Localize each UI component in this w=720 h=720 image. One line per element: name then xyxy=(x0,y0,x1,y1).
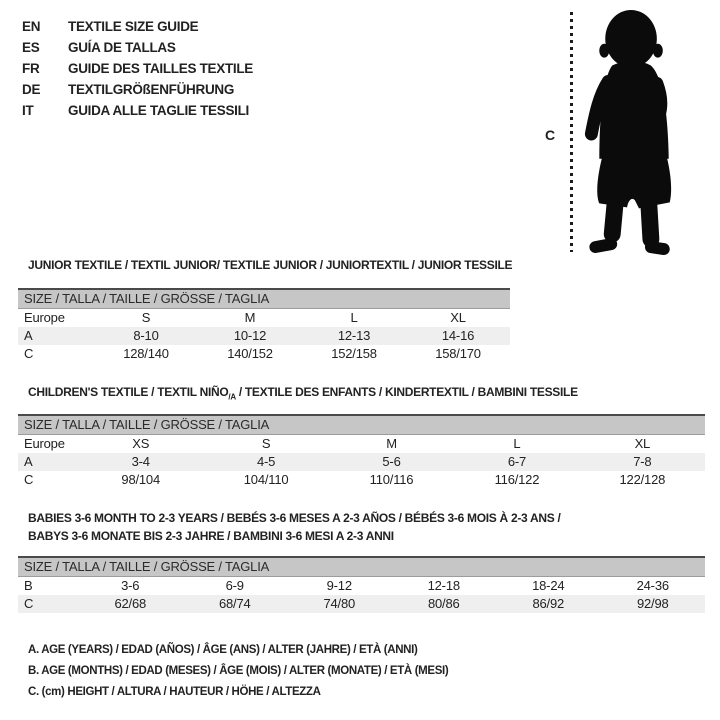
legend-notes xyxy=(28,640,448,703)
size-cell: 24-36 xyxy=(636,578,669,593)
size-cell: 110/116 xyxy=(369,472,414,487)
section-title-line: BABYS 3-6 MONATE BIS 2-3 JAHRE / BAMBINI 3-6 MESI A 2-3 ANNI xyxy=(28,529,394,543)
size-header-bar: SIZE / TALLA / TAILLE / GRÖSSE / TAGLIA xyxy=(18,556,705,577)
children-size-table xyxy=(18,414,705,489)
language-title: GUIDE DES TAILLES TEXTILE xyxy=(68,61,254,76)
size-cell: 140/152 xyxy=(227,346,273,361)
babies-size-table xyxy=(18,556,705,613)
size-cell: 12-13 xyxy=(337,328,371,343)
size-cell: 7-8 xyxy=(633,454,652,469)
row-label: Europe xyxy=(24,436,65,451)
size-header-bar: SIZE / TALLA / TAILLE / GRÖSSE / TAGLIA xyxy=(18,414,705,435)
section-title-text: / TEXTILE DES ENFANTS / KINDERTEXTIL / BAMBINI TESSILE xyxy=(235,385,578,399)
size-cell: 104/110 xyxy=(243,472,289,487)
table-body xyxy=(18,435,705,489)
height-measure-label: C xyxy=(545,127,556,143)
size-cell: 68/74 xyxy=(218,596,251,611)
note-age-years: A. AGE (YEARS) / EDAD (AÑOS) / ÂGE (ANS) / ALTER (JAHRE) / ETÀ (ANNI) xyxy=(28,644,418,656)
size-cell: 80/86 xyxy=(427,596,460,611)
size-cell: 4-5 xyxy=(257,454,276,469)
size-cell: 8-10 xyxy=(133,328,159,343)
language-row xyxy=(22,58,253,79)
language-row xyxy=(22,16,253,37)
language-code: EN xyxy=(22,19,41,34)
section-title-text: CHILDREN'S TEXTILE / TEXTIL NIÑO xyxy=(28,385,229,399)
size-cell: S xyxy=(141,310,151,325)
language-row xyxy=(22,37,253,58)
size-cell: 9-12 xyxy=(326,578,352,593)
language-row xyxy=(22,100,253,121)
size-cell: 14-16 xyxy=(441,328,475,343)
height-measure-dotted-line xyxy=(570,12,573,252)
section-title-children xyxy=(28,384,578,405)
size-cell: 6-7 xyxy=(507,454,527,469)
size-cell: S xyxy=(261,436,271,451)
language-code: FR xyxy=(22,61,40,76)
language-title-block xyxy=(22,16,253,121)
row-label: C xyxy=(24,596,34,611)
junior-size-table xyxy=(18,288,510,363)
size-cell: 62/68 xyxy=(114,596,147,611)
table-row-height-cm xyxy=(18,345,510,363)
section-title-junior: JUNIOR TEXTILE / TEXTIL JUNIOR/ TEXTILE JUNIOR / JUNIORTEXTIL / JUNIOR TESSILE xyxy=(28,258,513,272)
size-cell: 86/92 xyxy=(532,596,565,611)
size-cell: 5-6 xyxy=(382,454,401,469)
language-title: TEXTILE SIZE GUIDE xyxy=(68,19,199,34)
size-cell: 3-6 xyxy=(121,578,140,593)
toddler-silhouette xyxy=(582,8,692,256)
row-label: A xyxy=(24,454,33,469)
size-cell: XL xyxy=(450,310,466,325)
table-row-age-months xyxy=(18,577,705,595)
size-cell: 98/104 xyxy=(121,472,160,487)
row-label: C xyxy=(24,472,34,487)
language-code: ES xyxy=(22,40,40,55)
table-row-height-cm xyxy=(18,595,705,613)
size-cell: 92/98 xyxy=(636,596,669,611)
language-code: DE xyxy=(22,82,41,97)
size-cell: 158/170 xyxy=(435,346,481,361)
size-cell: 116/122 xyxy=(494,472,540,487)
language-title: GUÍA DE TALLAS xyxy=(68,40,176,55)
table-body xyxy=(18,577,705,613)
size-cell: 128/140 xyxy=(123,346,169,361)
note-height-cm: C. (cm) HEIGHT / ALTURA / HAUTEUR / HÖHE / ALTEZZA xyxy=(28,686,321,698)
section-title-babies xyxy=(28,509,560,545)
size-cell: 10-12 xyxy=(233,328,267,343)
language-code: IT xyxy=(22,103,34,118)
size-cell: 3-4 xyxy=(131,454,150,469)
row-label: C xyxy=(24,346,34,361)
gender-suffix: /A xyxy=(228,392,236,402)
size-cell: M xyxy=(386,436,397,451)
table-row-age-years xyxy=(18,327,510,345)
language-title: TEXTILGRÖßENFÜHRUNG xyxy=(68,82,235,97)
table-body xyxy=(18,309,510,363)
table-row-height-cm xyxy=(18,471,705,489)
note-age-months: B. AGE (MONTHS) / EDAD (MESES) / ÂGE (MOIS) / ALTER (MONATE) / ETÀ (MESI) xyxy=(28,665,449,677)
size-cell: M xyxy=(244,310,256,325)
row-label: A xyxy=(24,328,33,343)
language-title: GUIDA ALLE TAGLIE TESSILI xyxy=(68,103,249,118)
size-cell: 6-9 xyxy=(225,578,244,593)
size-cell: XS xyxy=(132,436,150,451)
size-cell: 12-18 xyxy=(427,578,460,593)
size-header-bar: SIZE / TALLA / TAILLE / GRÖSSE / TAGLIA xyxy=(18,288,510,309)
language-row xyxy=(22,79,253,100)
size-cell: 18-24 xyxy=(532,578,565,593)
size-cell: 122/128 xyxy=(619,472,666,487)
row-label: Europe xyxy=(24,310,65,325)
size-cell: 152/158 xyxy=(331,346,377,361)
row-label: B xyxy=(24,578,33,593)
table-row-europe xyxy=(18,435,705,453)
table-row-age-years xyxy=(18,453,705,471)
size-cell: XL xyxy=(634,436,651,451)
size-cell: 74/80 xyxy=(323,596,356,611)
table-row-europe xyxy=(18,309,510,327)
section-title-line: BABIES 3-6 MONTH TO 2-3 YEARS / BEBÉS 3-6 MESES A 2-3 AÑOS / BÉBÉS 3-6 MOIS À 2-3 ANS / xyxy=(28,511,561,525)
size-cell: L xyxy=(350,310,358,325)
size-cell: L xyxy=(513,436,521,451)
